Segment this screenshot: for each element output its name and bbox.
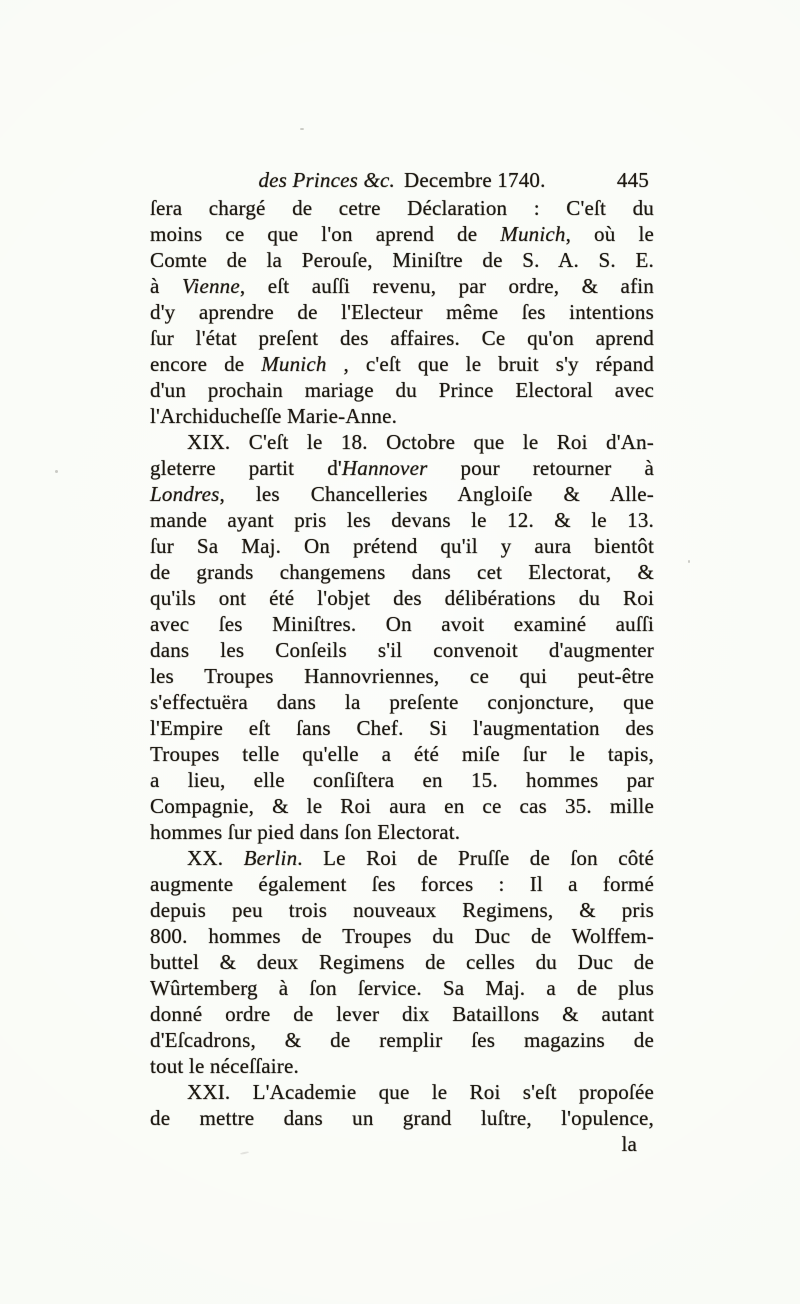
text-line bbox=[150, 559, 654, 585]
text-line bbox=[150, 325, 654, 351]
text-line bbox=[150, 299, 654, 325]
text-segment: gleterre partit d' bbox=[150, 456, 342, 480]
text-segment: l'Archiducheſſe Marie-Anne. bbox=[150, 404, 398, 428]
text-segment: XX. bbox=[187, 846, 244, 870]
text-line bbox=[150, 273, 654, 299]
text-line bbox=[150, 741, 654, 767]
text-segment: depuis peu trois nouveaux Regimens, & pris bbox=[150, 898, 654, 922]
ink-speck bbox=[688, 560, 690, 563]
text-segment: , où le bbox=[565, 222, 655, 246]
page-number: 445 bbox=[616, 168, 649, 192]
text-segment: qu'ils ont été l'objet des délibérations du Roi bbox=[150, 586, 654, 610]
text-line bbox=[150, 1053, 654, 1079]
text-segment: dans les Conſeils s'il convenoit d'augmenter bbox=[150, 638, 654, 662]
text-line bbox=[150, 1079, 654, 1105]
text-segment: d'y aprendre de l'Electeur même ſes intentions bbox=[150, 300, 654, 324]
text-segment: , c'eſt que le bruit s'y répand bbox=[326, 352, 654, 376]
text-line bbox=[150, 1001, 654, 1027]
text-line bbox=[150, 1105, 654, 1131]
text-line bbox=[150, 949, 654, 975]
text-segment: mande ayant pris les devans le 12. & le 13. bbox=[150, 508, 654, 532]
text-segment: avec ſes Miniſtres. On avoit examiné auſſi bbox=[150, 612, 654, 636]
text-segment: augmente également ſes forces : Il a formé bbox=[150, 872, 654, 896]
text-segment: Wûrtemberg à ſon ſervice. Sa Maj. a de plus bbox=[150, 976, 654, 1000]
text-line bbox=[150, 507, 654, 533]
italic-text-segment: Londres bbox=[150, 482, 220, 506]
text-segment: Compagnie, & le Roi aura en ce cas 35. mille bbox=[150, 794, 654, 818]
text-line bbox=[150, 715, 654, 741]
italic-text-segment: Munich bbox=[261, 352, 327, 376]
text-segment: buttel & deux Regimens de celles du Duc de bbox=[150, 950, 654, 974]
text-line bbox=[150, 533, 654, 559]
text-segment: hommes ſur pied dans ſon Electorat. bbox=[150, 820, 461, 844]
text-segment: moins ce que l'on aprend de bbox=[150, 222, 501, 246]
text-segment: XXI. L'Academie que le Roi s'eſt propoſée bbox=[187, 1080, 654, 1104]
text-line bbox=[150, 455, 654, 481]
text-line bbox=[150, 871, 654, 897]
text-segment: . Le Roi de Pruſſe de ſon côté bbox=[297, 846, 654, 870]
italic-text-segment: Munich bbox=[500, 222, 566, 246]
text-segment: Comte de la Perouſe, Miniſtre de S. A. S. E. bbox=[150, 248, 654, 272]
text-line bbox=[150, 247, 654, 273]
text-segment: XIX. C'eſt le 18. Octobre que le Roi d'An- bbox=[187, 430, 654, 454]
text-line bbox=[150, 1027, 654, 1053]
text-segment: les Troupes Hannovriennes, ce qui peut-être bbox=[150, 664, 654, 688]
text-segment: tout le néceſſaire. bbox=[150, 1054, 299, 1078]
text-segment: à bbox=[150, 274, 182, 298]
text-segment: encore de bbox=[150, 352, 262, 376]
text-segment: donné ordre de lever dix Bataillons & autant bbox=[150, 1002, 654, 1026]
text-segment: d'Eſcadrons, & de remplir ſes magazins de bbox=[150, 1028, 654, 1052]
running-header bbox=[150, 167, 654, 194]
text-line bbox=[150, 793, 654, 819]
text-segment: , eſt auſſi revenu, par ordre, & afin bbox=[239, 274, 655, 298]
text-segment: d'un prochain mariage du Prince Electoral avec bbox=[150, 378, 654, 402]
italic-text-segment: Vienne bbox=[181, 274, 240, 298]
italic-text-segment: Berlin bbox=[243, 846, 298, 870]
text-line bbox=[150, 637, 654, 663]
text-line bbox=[150, 351, 654, 377]
text-segment: 800. hommes de Troupes du Duc de Wolffem- bbox=[150, 924, 654, 948]
body-text bbox=[150, 195, 654, 1131]
text-line bbox=[150, 663, 654, 689]
text-line bbox=[150, 195, 654, 221]
text-line bbox=[150, 611, 654, 637]
catchword: la bbox=[621, 1132, 637, 1156]
text-segment: , les Chancelleries Angloiſe & Alle- bbox=[219, 482, 654, 506]
text-line bbox=[150, 377, 654, 403]
text-line bbox=[150, 897, 654, 923]
italic-text-segment: Hannover bbox=[341, 456, 428, 480]
text-segment: de mettre dans un grand luſtre, l'opulence, bbox=[150, 1106, 654, 1130]
running-header-title: des Princes &c. bbox=[258, 168, 395, 192]
text-line bbox=[150, 767, 654, 793]
text-segment: de grands changemens dans cet Electorat, & bbox=[150, 560, 654, 584]
text-block bbox=[150, 167, 654, 1157]
text-line bbox=[150, 975, 654, 1001]
text-line bbox=[150, 923, 654, 949]
text-line bbox=[150, 403, 654, 429]
text-segment: Troupes telle qu'elle a été miſe ſur le tapis, bbox=[150, 742, 654, 766]
text-segment: s'effectuëra dans la preſente conjoncture, que bbox=[150, 690, 654, 714]
text-segment: ſur l'état preſent des affaires. Ce qu'on aprend bbox=[150, 326, 654, 350]
text-segment: ſur Sa Maj. On prétend qu'il y aura bientôt bbox=[150, 534, 654, 558]
text-line bbox=[150, 481, 654, 507]
ink-speck bbox=[300, 128, 304, 130]
text-segment: pour retourner à bbox=[427, 456, 654, 480]
text-line bbox=[150, 429, 654, 455]
text-line bbox=[150, 819, 654, 845]
text-line bbox=[150, 221, 654, 247]
text-segment: a lieu, elle conſiſtera en 15. hommes par bbox=[150, 768, 654, 792]
running-header-date: Decembre 1740. bbox=[403, 168, 546, 192]
text-segment: ſera chargé de cetre Déclaration : C'eſt du bbox=[150, 196, 654, 220]
ink-speck bbox=[55, 470, 58, 473]
text-line bbox=[150, 845, 654, 871]
text-segment: l'Empire eſt ſans Chef. Si l'augmentation des bbox=[150, 716, 654, 740]
text-line bbox=[150, 585, 654, 611]
text-line bbox=[150, 689, 654, 715]
